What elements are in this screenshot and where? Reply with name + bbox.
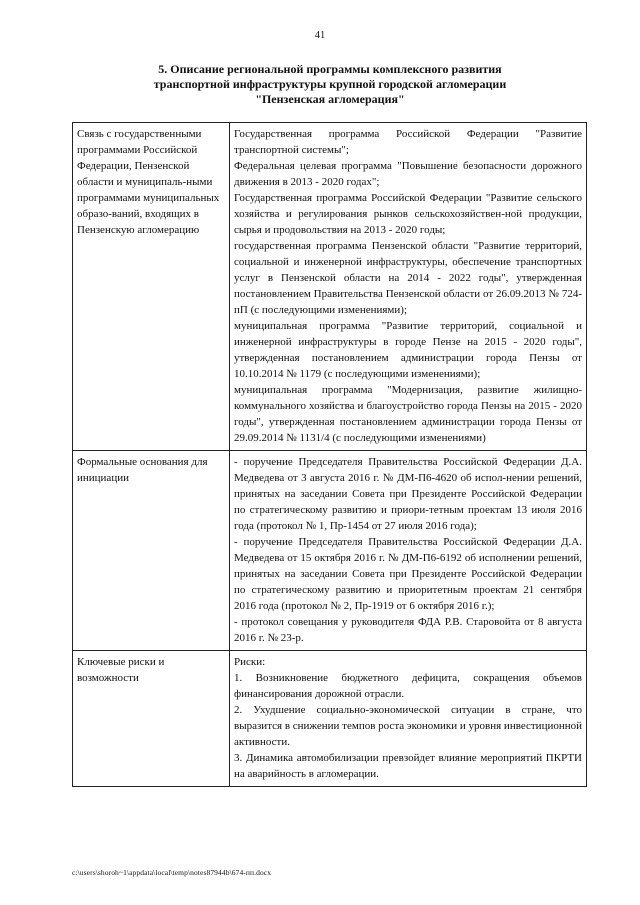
row-label-formal-grounds: Формальные основания для инициации [73, 451, 230, 651]
content-paragraph: 2. Ухудшение социально-экономической ситуации в стране, что выразится в снижении темпов роста экономики и уровня инвестиционной активности. [234, 704, 582, 748]
row-content-risks [230, 651, 587, 787]
section-title [80, 62, 580, 107]
program-description-table [72, 122, 587, 787]
table-row [73, 123, 587, 451]
content-paragraph: Государственная программа Российской Федерации "Развитие сельского хозяйства и регулирования рынков сельскохозяйствен-ной продукции, сырья и продовольствия на 2013 - 2020 годы; [234, 192, 582, 236]
table-row [73, 451, 587, 651]
row-content-formal-grounds [230, 451, 587, 651]
section-title-line-2: транспортной инфраструктуры крупной городской агломерации [153, 77, 507, 91]
document-file-path: c:\users\shoroh~1\appdata\local\temp\notes87944b\674-пп.docx [72, 868, 272, 877]
section-title-line-3: "Пензенская агломерация" [255, 92, 405, 106]
content-paragraph: Государственная программа Российской Федерации "Развитие транспортной системы"; [234, 128, 582, 156]
row-content-links [230, 123, 587, 451]
content-paragraph: Федеральная целевая программа "Повышение безопасности дорожного движения в 2013 - 2020 годах"; [234, 160, 582, 188]
content-paragraph: 1. Возникновение бюджетного дефицита, сокращения объемов финансирования дорожной отрасли. [234, 672, 582, 700]
content-paragraph: - поручение Председателя Правительства Российской Федерации Д.А. Медведева от 15 октября 2016 г. № ДМ-П6-6192 об исполнении решений, принятых на заседании Совета при Президенте Российской Федерации по стратегическому развитию и приоритетным проектам 21 сентября 2016 года (протокол № 2, Пр-1919 от 6 октября 2016 г.); [234, 536, 582, 612]
row-label-risks: Ключевые риски и возможности [73, 651, 230, 787]
content-paragraph: - протокол совещания у руководителя ФДА Р.В. Старовойта от 8 августа 2016 г. № 23-р. [234, 616, 582, 644]
content-paragraph: - поручение Председателя Правительства Российской Федерации Д.А. Медведева от 3 августа 2016 г. № ДМ-П6-4620 об испол-нении решений, принятых на заседании Совета при Президенте Российской Федерации по стратегическому развитию и приори-тетным проектам 13 июля 2016 года (протокол № 1, Пр-1454 от 27 июля 2016 года); [234, 456, 582, 532]
row-label-links: Связь с государственными программами Российской Федерации, Пензенской области и муниципаль-ными программами муниципальных образо-ваний, входящих в Пензенскую агломерацию [73, 123, 230, 451]
section-title-line-1: 5. Описание региональной программы комплексного развития [158, 62, 502, 76]
table-row [73, 651, 587, 787]
content-paragraph: Риски: [234, 656, 266, 668]
page-number: 41 [314, 30, 326, 41]
content-paragraph: муниципальная программа "Развитие территорий, социальной и инженерной инфраструктуры в городе Пензе на 2015 - 2020 годы", утвержденная постановлением администрации города Пензы от 10.10.2014 № 1179 (с последующими изменениями); [234, 320, 582, 380]
content-paragraph: муниципальная программа "Модернизация, развитие жилищно-коммунального хозяйства и благоустройство города Пензы на 2015 - 2020 годы", утвержденная постановлением администрации города Пензы от 29.09.2014 № 1131/4 (с последующими изменениями) [234, 384, 582, 444]
content-paragraph: государственная программа Пензенской области "Развитие территорий, социальной и инженерной инфраструктуры, обеспечение транспортных услуг в Пензенской области на 2014 - 2022 годы", утвержденная постановлением Правительства Пензенской области от 26.09.2013 № 724-пП (с последующими изменениями); [234, 240, 582, 316]
content-paragraph: 3. Динамика автомобилизации превзойдет влияние мероприятий ПКРТИ на аварийность в агломерации. [234, 752, 582, 780]
